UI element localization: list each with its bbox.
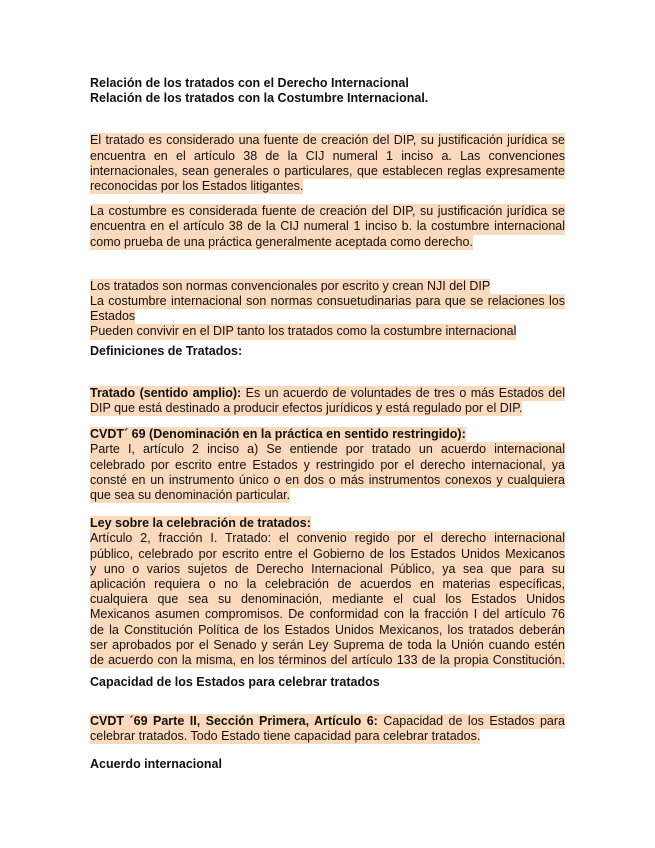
text-line: internacionales, sean generales o particulares, que establecen reglas expresamente <box>90 163 565 178</box>
text-line: encuentra en el artículo 38 de la CIJ numeral 1 inciso b. la costumbre internacional <box>90 219 565 234</box>
heading-relacion-costumbre: Relación de los tratados con la Costumbre Internacional. <box>90 91 429 106</box>
text-line: Los tratados son normas convencionales por escrito y crean NJI del DIP <box>90 278 491 293</box>
text-line: consté en un instrumento único o en dos o más instrumentos conexos y cualquiera <box>90 472 565 487</box>
paragraph-comparacion <box>90 279 565 340</box>
cvdt69-label: CVDT´ 69 (Denominación en la práctica en sentido restringido): <box>90 427 466 442</box>
text-line: reconocidas por los Estados litigantes. <box>90 179 304 194</box>
text-line: Pueden convivir en el DIP tanto los tratados como la costumbre internacional <box>90 324 517 339</box>
text-line: Mexicanos asumen compromisos. De conformidad con la fracción I del artículo 76 <box>90 607 565 622</box>
text-line: La costumbre internacional son normas consuetudinarias para que se relaciones los <box>90 294 565 309</box>
text-line: de acuerdo con la misma, en los términos del artículo 133 de la propia Constitución. <box>90 653 565 668</box>
text-line <box>90 714 565 729</box>
heading-block <box>90 76 565 106</box>
acuerdo-title: Acuerdo internacional <box>90 756 222 771</box>
text-line: celebrar tratados. Todo Estado tiene capacidad para celebrar tratados. <box>90 728 481 743</box>
section-title-definiciones <box>90 344 565 359</box>
text-line: público, celebrado por escrito entre el Gobierno de los Estados Unidos Mexicanos <box>90 546 565 561</box>
text-line: celebrado por escrito entre Estados y restringido por el derecho internacional, ya <box>90 457 565 472</box>
heading-relacion-derecho: Relación de los tratados con el Derecho Internacional <box>90 76 409 90</box>
text-line: como prueba de una práctica generalmente aceptada como derecho. <box>90 234 473 249</box>
text-line: El tratado es considerado una fuente de creación del DIP, su justificación jurídica se <box>90 133 565 148</box>
text-line: encuentra en el artículo 38 de la CIJ numeral 1 inciso a. Las convenciones <box>90 148 565 163</box>
capacidad-title: Capacidad de los Estados para celebrar tratados <box>90 675 380 690</box>
text-line: La costumbre es considerada fuente de creación del DIP, su justificación jurídica se <box>90 204 565 219</box>
definition-tratado <box>90 386 565 416</box>
cvdt-art6-label: CVDT ´69 Parte II, Sección Primera, Artículo 6: <box>90 713 378 728</box>
text-line: de la Constitución Política de los Estados Unidos Mexicanos, los tratados deberán <box>90 622 565 637</box>
ley-label: Ley sobre la celebración de tratados: <box>90 516 311 531</box>
definition-cvdt-art6 <box>90 714 565 744</box>
definiciones-title: Definiciones de Tratados: <box>90 343 243 358</box>
definition-ley <box>90 516 565 668</box>
text-line: ser aprobados por el Senado y serán Ley Suprema de toda la Unión cuando estén <box>90 637 565 652</box>
text-line: aplicación requiera o no la celebración de acuerdos en materias específicas, <box>90 577 565 592</box>
definition-cvdt69 <box>90 427 565 503</box>
tratado-label: Tratado (sentido amplio): <box>90 385 242 400</box>
text-line: Artículo 2, fracción I. Tratado: el convenio regido por el derecho internacional <box>90 531 565 546</box>
tratado-line1: Es un acuerdo de voluntades de tres o más Estados del <box>241 385 565 400</box>
text-line <box>90 386 565 401</box>
paragraph-tratado-fuente <box>90 133 565 194</box>
text-line: DIP que está destinado a producir efectos jurídicos y está regulado por el DIP. <box>90 401 523 416</box>
text-line: y uno o varios sujetos de Derecho Internacional Público, ya sea que para su <box>90 561 565 576</box>
cvdt-art6-line1: Capacidad de los Estados para <box>377 713 565 728</box>
text-line: Estados <box>90 309 136 324</box>
paragraph-costumbre-fuente <box>90 204 565 250</box>
text-line: que sea su denominación particular. <box>90 488 291 503</box>
section-title-capacidad <box>90 675 565 690</box>
text-line: cualquiera que sea su denominación, mediante el cual los Estados Unidos <box>90 592 565 607</box>
text-line: Parte I, artículo 2 inciso a) Se entiende por tratado un acuerdo internacional <box>90 442 565 457</box>
section-title-acuerdo <box>90 757 565 772</box>
